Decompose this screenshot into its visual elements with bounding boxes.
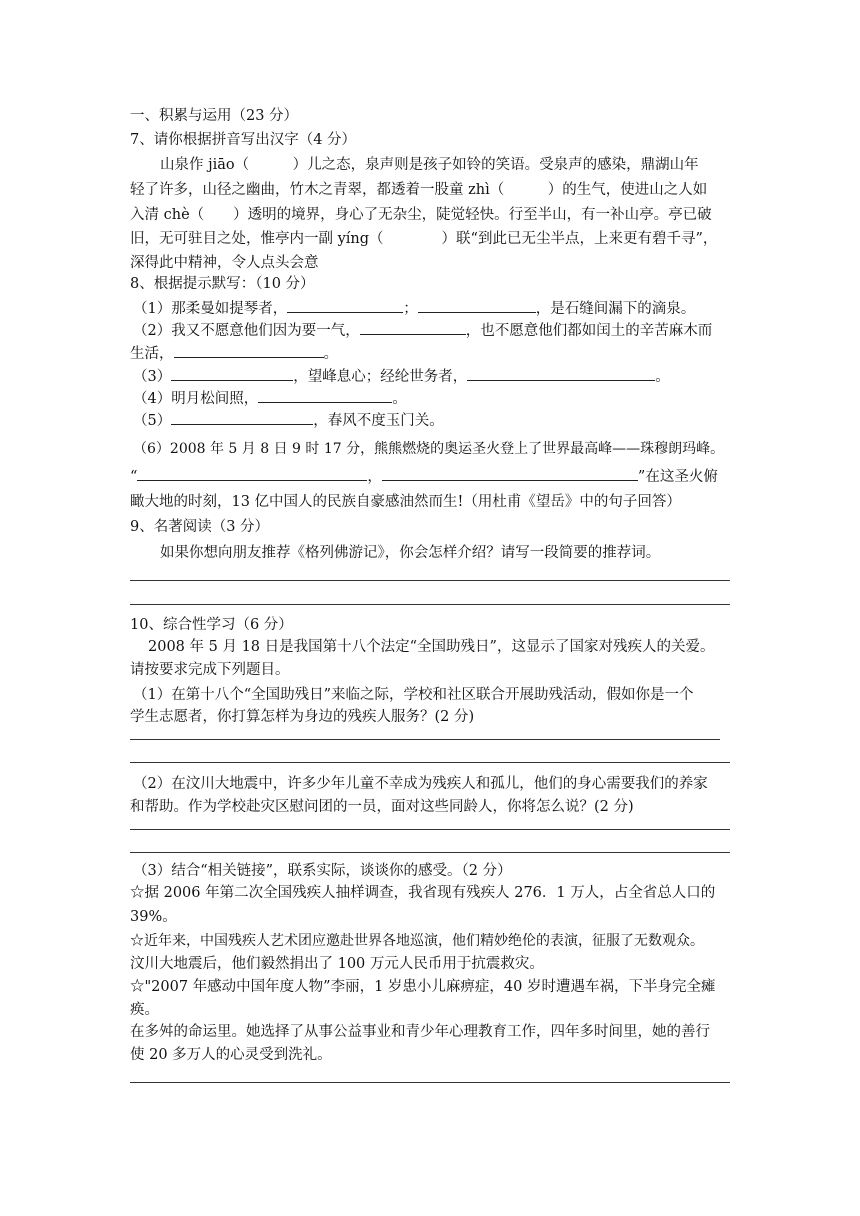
q8-heading: 8、根据提示默写：（10 分） [130, 276, 315, 292]
q7-line: 轻了许多，山径之幽曲，竹木之青翠，都透着一股童 zhì（ ）的生气，使进山之人如 [130, 182, 708, 198]
answer-blank[interactable] [174, 343, 324, 358]
link-item-1-cont: 39%。 [130, 909, 177, 925]
q7-line: 旧，无可驻目之处，惟亭内一副 yíng（ ）联“到此已无尘半点，上来更有碧千寻”， [130, 231, 718, 247]
answer-blank[interactable] [418, 298, 536, 313]
q8-item-3-num: （3） [133, 369, 172, 385]
q7-line: 深得此中精神，令人点头会意 [130, 255, 319, 271]
answer-blank[interactable] [382, 466, 638, 481]
q8-item-3 [133, 366, 670, 386]
q8-item-2-tail: ，也不愿意他们都如闰土的辛苦麻木而 [465, 323, 713, 339]
section-title: 一、积累与运用（23 分） [130, 108, 299, 124]
q8-item-1 [133, 298, 695, 318]
q8-item-2 [133, 320, 712, 340]
answer-blank[interactable] [360, 320, 466, 335]
link-item-2: ☆近年来，中国残疾人艺术团应邀赴世界各地巡演，他们精妙绝伦的表演，征服了无数观众。 [130, 933, 704, 949]
q8-item-5-tail: ，春风不度玉门关。 [313, 413, 444, 429]
answer-blank[interactable] [467, 366, 655, 381]
answer-line[interactable] [130, 762, 730, 763]
q8-item-6-tail: ”在这圣火俯 [637, 469, 718, 485]
q8-item-1-tail: ，是石缝间漏下的滴泉。 [535, 301, 696, 317]
link-item-3-cont: 使 20 多万人的心灵受到洗礼。 [130, 1047, 332, 1063]
q8-item-2-text: （2）我又不愿意他们因为要一气， [133, 323, 360, 339]
q8-item-6: （6）2008 年 5 月 8 日 9 时 17 分，熊熊燃烧的奥运圣火登上了世界最高峰——珠穆朗玛峰。 [133, 441, 725, 457]
q9-text: 如果你想向朋友推荐《格列佛游记》，你会怎样介绍？请写一段简要的推荐词。 [160, 545, 661, 561]
q8-item-6-cont: 瞰大地的时刻，13 亿中国人的民族自豪感油然而生!（用杜甫《望岳》中的句子回答） [130, 494, 681, 510]
answer-line[interactable] [130, 829, 730, 830]
q10-intro: 2008 年 5 月 18 日是我国第十八个法定“全国助残日”，这显示了国家对残疾人的关爱。 [148, 639, 715, 655]
q7-heading: 7、请你根据拼音写出汉字（4 分） [130, 132, 357, 148]
q8-item-2-cont [130, 343, 338, 363]
q8-item-1-sep: ； [403, 301, 418, 317]
q10-sub-2-cont: 和帮助。作为学校赴灾区慰问团的一员，面对这些同龄人，你将怎么说？(2 分) [130, 799, 634, 815]
q8-item-6-comma: ， [367, 469, 382, 485]
q8-item-5-num: （5） [133, 413, 172, 429]
answer-blank[interactable] [137, 466, 367, 481]
answer-blank[interactable] [171, 410, 313, 425]
q8-item-6-blanks [130, 466, 718, 486]
q8-item-2-end: 。 [323, 346, 338, 362]
answer-blank[interactable] [258, 388, 392, 403]
q8-item-4-text: （4）明月松间照， [133, 391, 259, 407]
answer-line[interactable] [130, 852, 730, 853]
link-item-3-cont: 在多舛的命运里。她选择了从事公益事业和青少年心理教育工作，四年多时间里，她的善行 [130, 1024, 710, 1040]
link-item-2-cont: 汶川大地震后，他们毅然捐出了 100 万元人民币用于抗震救灾。 [130, 956, 544, 972]
q8-item-5 [133, 410, 444, 430]
q7-line: 山泉作 jiāo（ ）儿之态，泉声则是孩子如铃的笑语。受泉声的感染，鼎湖山年 [160, 157, 699, 173]
link-item-1: ☆据 2006 年第二次全国残疾人抽样调查，我省现有残疾人 276．1 万人，占全省总人口的 [130, 885, 716, 901]
q10-heading: 10、综合性学习（6 分） [130, 617, 293, 633]
q8-item-4 [133, 388, 407, 408]
answer-line[interactable] [130, 580, 730, 581]
q10-sub-3: （3）结合“相关链接”，联系实际，谈谈你的感受。（2 分） [133, 863, 512, 879]
q9-heading: 9、名著阅读（3 分） [130, 519, 270, 535]
link-item-3: ☆"2007 年感动中国年度人物”李丽，1 岁患小儿麻痹症，40 岁时遭遇车祸，下半身完全瘫 [130, 979, 716, 995]
q10-sub-2: （2）在汶川大地震中，许多少年儿童不幸成为残疾人和孤儿，他们的身心需要我们的养家 [133, 776, 708, 792]
q10-intro-cont: 请按要求完成下列题目。 [130, 662, 290, 678]
q7-line: 入清 chè（ ）透明的境界，身心了无杂尘，陡觉轻快。行至半山，有一补山亭。亭已破 [130, 207, 712, 223]
q8-item-3-mid: ，望峰息心；经纶世务者， [293, 369, 468, 385]
answer-line[interactable] [130, 739, 720, 740]
answer-blank[interactable] [287, 298, 403, 313]
answer-line[interactable] [130, 1082, 730, 1083]
q8-item-4-end: 。 [392, 391, 407, 407]
q10-sub-1: （1）在第十八个“全国助残日”来临之际，学校和社区联合开展助残活动，假如你是一个 [133, 687, 694, 703]
answer-line[interactable] [130, 604, 730, 605]
q8-item-2-cont-text: 生活， [130, 346, 174, 362]
link-item-3-cont: 痪。 [130, 1002, 159, 1018]
q8-item-3-end: 。 [655, 369, 670, 385]
answer-blank[interactable] [171, 366, 293, 381]
q8-item-1-text: （1）那柔曼如提琴者， [133, 301, 288, 317]
q8-item-6-quote: “ [130, 469, 138, 485]
q10-sub-1-cont: 学生志愿者，你打算怎样为身边的残疾人服务？(2 分) [130, 709, 475, 725]
